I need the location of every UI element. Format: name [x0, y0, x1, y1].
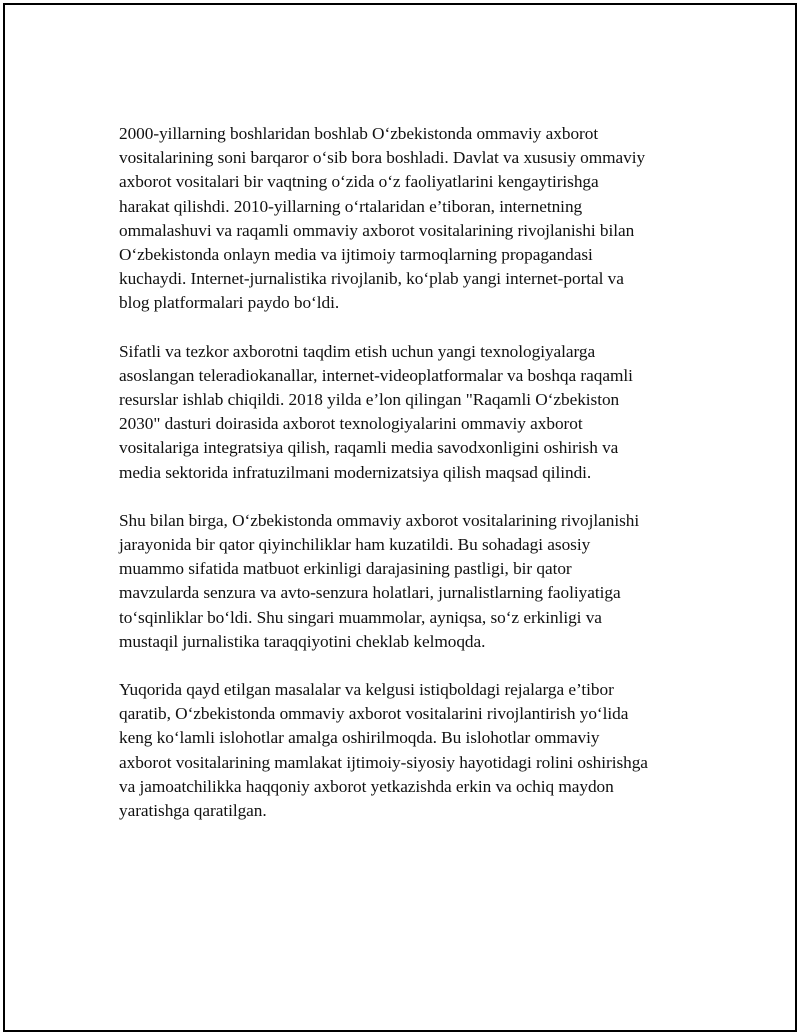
text-line: vositalarining soni barqaror o‘sib bora boshladi. Davlat va xususiy ommaviy	[119, 148, 646, 168]
text-line: axborot vositalari bir vaqtning o‘zida o‘z faoliyatlarini kengaytirishga	[119, 172, 599, 192]
text-line: harakat qilishdi. 2010-yillarning o‘rtalaridan e’tiboran, internetning	[119, 196, 583, 216]
text-line: kuchaydi. Internet-jurnalistika rivojlanib, ko‘plab yangi internet-portal va	[119, 269, 624, 289]
text-line: blog platformalari paydo bo‘ldi.	[119, 293, 340, 313]
text-line: axborot vositalarining mamlakat ijtimoiy-siyosiy hayotidagi rolini oshirishga	[119, 752, 648, 772]
text-line: yaratishga qaratilgan.	[119, 801, 267, 821]
text-line: asoslangan teleradiokanallar, internet-videoplatformalar va boshqa raqamli	[119, 365, 633, 385]
text-line: keng ko‘lamli islohotlar amalga oshirilmoqda. Bu islohotlar ommaviy	[119, 728, 600, 748]
text-line: resurslar ishlab chiqildi. 2018 yilda e’lon qilingan "Raqamli O‘zbekiston	[119, 390, 620, 410]
text-line: Yuqorida qayd etilgan masalalar va kelgusi istiqboldagi rejalarga e’tibor	[119, 680, 614, 700]
text-line: ommalashuvi va raqamli ommaviy axborot vositalarining rivojlanishi bilan	[119, 220, 635, 240]
text-line: media sektorida infratuzilmani modernizatsiya qilish maqsad qilindi.	[119, 462, 592, 482]
paragraph-2	[119, 340, 699, 485]
text-line: 2000-yillarning boshlaridan boshlab O‘zbekistonda ommaviy axborot	[119, 124, 599, 143]
text-line: jarayonida bir qator qiyinchiliklar ham kuzatildi. Bu sohadagi asosiy	[119, 535, 591, 555]
text-line: Shu bilan birga, O‘zbekistonda ommaviy axborot vositalarining rivojlanishi	[119, 510, 640, 530]
paragraph-4	[119, 678, 699, 823]
text-line: va jamoatchilikka haqqoniy axborot yetkazishda erkin va ochiq maydon	[119, 776, 614, 796]
text-line: muammo sifatida matbuot erkinligi darajasining pastligi, bir qator	[119, 559, 572, 579]
text-line: Sifatli va tezkor axborotni taqdim etish uchun yangi texnologiyalarga	[119, 341, 596, 361]
text-line: 2030" dasturi doirasida axborot texnologiyalarini ommaviy axborot	[119, 414, 583, 434]
paragraph-3	[119, 509, 699, 654]
page-frame	[3, 3, 797, 1032]
text-line: O‘zbekistonda onlayn media va ijtimoiy tarmoqlarning propagandasi	[119, 245, 593, 265]
document-body	[119, 122, 699, 847]
text-line: to‘sqinliklar bo‘ldi. Shu singari muammolar, ayniqsa, so‘z erkinligi va	[119, 607, 602, 627]
text-line: vositalariga integratsiya qilish, raqamli media savodxonligini oshirish va	[119, 438, 619, 458]
text-line: qaratib, O‘zbekistonda ommaviy axborot vositalarini rivojlantirish yo‘lida	[119, 704, 629, 724]
text-line: mustaqil jurnalistika taraqqiyotini cheklab kelmoqda.	[119, 631, 486, 651]
paragraph-1	[119, 122, 699, 316]
text-line: mavzularda senzura va avto-senzura holatlari, jurnalistlarning faoliyatiga	[119, 583, 621, 603]
